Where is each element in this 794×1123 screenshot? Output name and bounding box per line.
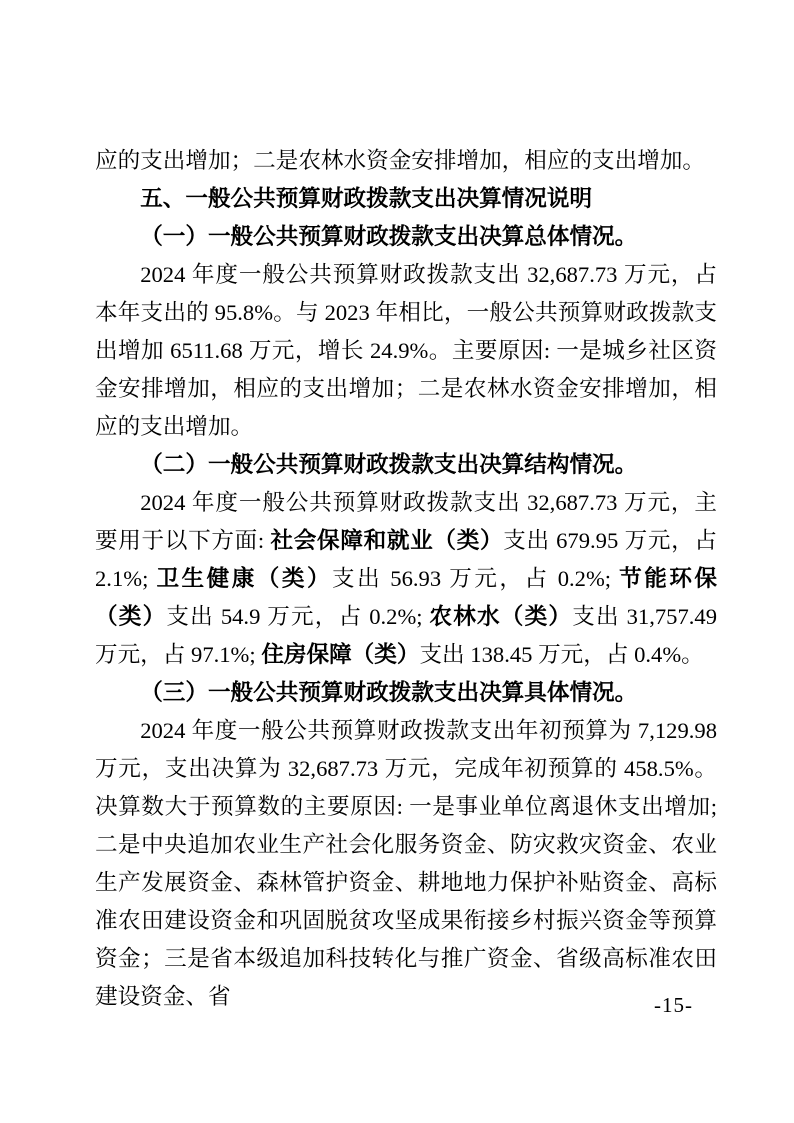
subsection-heading-text: （一）一般公共预算财政拨款支出决算总体情况。 xyxy=(140,224,638,249)
text-run: 应的支出增加；二是农林水资金安排增加，相应的支出增加。 xyxy=(95,148,706,173)
paragraph-overall-situation xyxy=(95,256,717,446)
category-agriculture-forestry-water-label: 农林水（类） xyxy=(429,604,573,629)
category-health-label: 卫生健康（类） xyxy=(156,566,333,591)
text-run: 支出 31,757.49 万元，占 97.1%; xyxy=(95,604,717,667)
subsection-heading-2 xyxy=(95,446,717,484)
section-heading xyxy=(95,180,717,218)
category-housing-security-label: 住房保障（类） xyxy=(261,642,420,667)
paragraph-continuation xyxy=(95,142,717,180)
category-social-security-label: 社会保障和就业（类） xyxy=(270,528,504,553)
text-run: 支出 54.9 万元，占 0.2%; xyxy=(166,604,430,629)
page-number: -15- xyxy=(654,993,693,1017)
text-run: 2024 年度一般公共预算财政拨款支出年初预算为 7,129.98 万元，支出决算为 32,687.73 万元，完成年初预算的 458.5%。决算数大于预算数的主要原因: 一是事业单位离退休支出增加; 二是中央追加农业生产社会化服务资金、防灾救灾资金、农业生产发展资金、森林管护资金、耕地地力保护补贴资金、高标准农田建设资金和巩固脱贫攻坚成果衔接乡村振兴资金等预算资金；三是省本级追加科技转化与推广资金、省级高标准农田建设资金、省 xyxy=(95,718,717,1009)
section-heading-text: 五、一般公共预算财政拨款支出决算情况说明 xyxy=(140,186,593,211)
paragraph-structure-breakdown xyxy=(95,484,717,674)
subsection-heading-1 xyxy=(95,218,717,256)
paragraph-specific-situation xyxy=(95,712,717,1016)
subsection-heading-3 xyxy=(95,674,717,712)
category-energy-conservation-label: 节能环保（类） xyxy=(95,566,717,629)
text-run: 支出 679.95 万元，占 2.1%; xyxy=(95,528,717,591)
text-run: 2024 年度一般公共预算财政拨款支出 32,687.73 万元，占本年支出的 95.8%。与 2023 年相比，一般公共预算财政拨款支出增加 6511.68 万元，增长 24.9%。主要原因: 一是城乡社区资金安排增加，相应的支出增加；二是农林水资金安排增加，相应的支出增加。 xyxy=(95,262,717,439)
subsection-heading-text: （二）一般公共预算财政拨款支出决算结构情况。 xyxy=(140,452,638,477)
text-run: 支出 56.93 万元，占 0.2%; xyxy=(332,566,620,591)
text-run: 支出 138.45 万元，占 0.4%。 xyxy=(419,642,704,667)
text-run: 2024 年度一般公共预算财政拨款支出 32,687.73 万元，主要用于以下方面: xyxy=(95,490,717,553)
subsection-heading-text: （三）一般公共预算财政拨款支出决算具体情况。 xyxy=(140,680,638,705)
document-body xyxy=(95,142,717,1016)
